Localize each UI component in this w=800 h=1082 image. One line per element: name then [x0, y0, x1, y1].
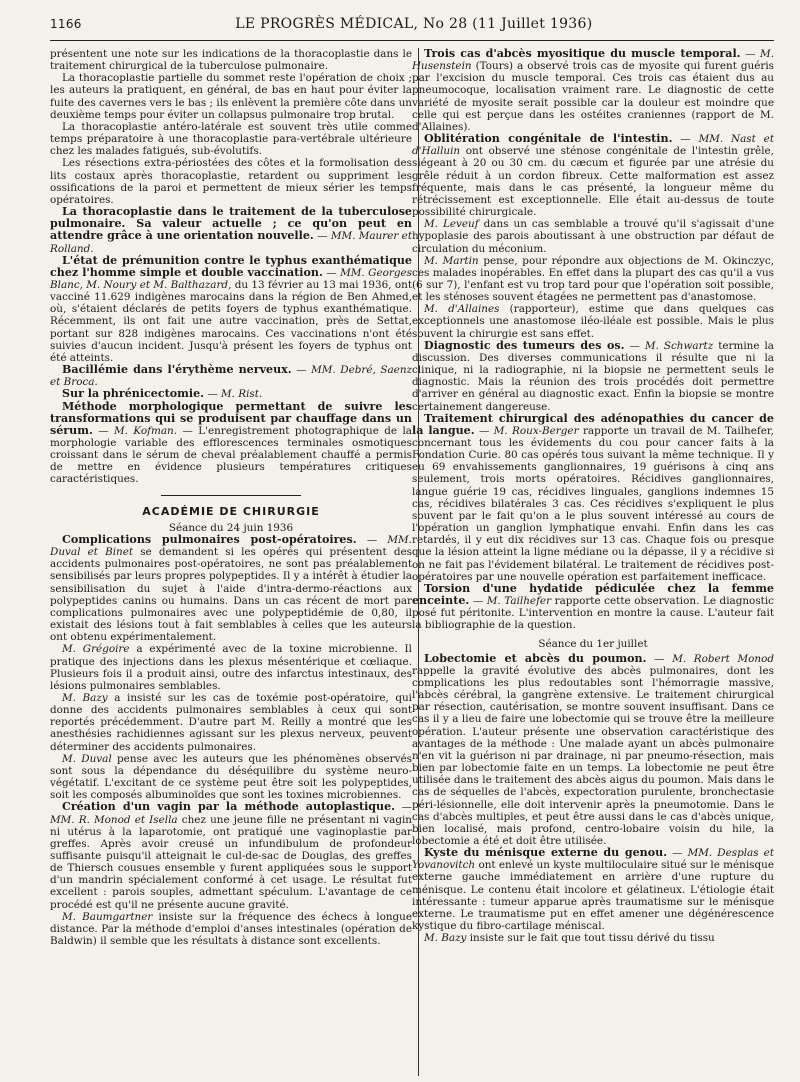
- article-text: (Tours) a observé trois cas de myosite qui furent guéris par l'excision du muscle temporal. Ces trois cas étaient dus au pneumocoque, localisation vraiment rare. Le diagnostic de cette variété de myosite serait possible car la douleur est moindre que celle qui est perçue dans les ostéites craniennes (rapport de M. d'Allaines).: [412, 60, 774, 133]
- article-text: rapporte cette observation. Le diagnostic posé fut péritonite. L'intervention en montre la cause. L'auteur fait la bibliographie de la question.: [412, 595, 774, 632]
- article: [50, 911, 412, 947]
- article-title: Création d'un vagin par la méthode autoplastique.: [62, 800, 396, 814]
- article: [412, 303, 774, 339]
- article-text: ont observé une sténose congénitale de l'intestin grêle, siégeant à 20 ou 30 cm. du cæcum et figurée par une atrésie du grêle réduit à un cordon fibreux. Cette malformation est assez fréquente, mais dans le cas présenté, la longueur même du rétrécissement est exceptionnelle. Elle était au-dessus de toute possibilité chirurgicale.: [412, 145, 774, 219]
- article-text: a expérimenté avec de la toxine microbienne. Il pratique des injections dans les plexus mésentérique et cœliaque. Plusieurs fois il a produit ainsi, outre des infarctus intestinaux, des lésions pulmonaires semblables.: [50, 643, 412, 692]
- left-column: [50, 48, 412, 1076]
- article-title: L'état de prémunition contre le typhus exanthématique chez l'homme simple et double vaccination.: [50, 253, 412, 279]
- article-title: Complications pulmonaires post-opératoires.: [62, 532, 357, 546]
- article-text: a insisté sur les cas de toxémie post-opératoire, qui donne des accidents pulmonaires semblables à ceux qui sont reportés précédemment. D'autre part M. Reilly a montré que les anesthésies rachidiennes agissant sur les plexus nerveux, peuvent déterminer des accidents pulmonaires.: [50, 691, 412, 753]
- article-text: — L'enregistrement photographique de la morphologie variable des efflorescences terminales osmotiques croissant dans le sérum de cheval préalablement chauffé a permis de mettre en évidence plusieurs températures critiques caractéristiques.: [50, 424, 412, 486]
- article: [50, 401, 412, 486]
- article: [412, 340, 774, 413]
- page-number: 1166: [50, 17, 82, 31]
- article-authors: — M. Tailhefer: [472, 595, 552, 608]
- header-rule: [50, 40, 774, 41]
- session-date: Séance du 24 juin 1936: [168, 521, 294, 534]
- article-text: pense avec les auteurs que les phénomènes observés sont sous la dépendance du déséquilibre du système neuro-végétatif. L'excitant de ce système peut être soit les polypeptides, soit les composés albuminoïdes que sont les toxines microbiennes.: [50, 752, 412, 802]
- article: [412, 583, 774, 632]
- article-authors: — MM. Desplas et Yovanovitch: [412, 847, 774, 872]
- article-authors: M. Martin: [424, 254, 479, 267]
- section-heading: ACADÉMIE DE CHIRURGIE: [142, 504, 320, 518]
- article-text: pense, pour répondre aux objections de M. Okinczyc, ces malades inopérables. En effet dans la plupart des cas qu'il a vus (6 sur 7), l'enfant est vu trop tard pour que l'opération soit possible, et les sténoses souvent étagées ne permettent pas d'anastomose.: [412, 254, 774, 304]
- article-title: Oblitération congénitale de l'intestin.: [424, 132, 673, 146]
- article-authors: — M. Robert Monod: [654, 652, 774, 665]
- article-authors: M. d'Allaines: [424, 303, 500, 316]
- article: [412, 133, 774, 218]
- article: [412, 932, 774, 944]
- article-authors: — MM. Duval et Binet: [50, 533, 412, 559]
- section-separator: [161, 495, 301, 496]
- paragraph: La thoracoplastie partielle du sommet reste l'opération de choix ; les auteurs la pratiquent, en général, de bas en haut pour éviter la fuite des cavernes vers le bas ; ils enlèvent la première côte dans un deuxième temps pour éviter un collapsus pulmonaire trop brutal.: [50, 72, 412, 121]
- article-title: Traitement chirurgical des adénopathies du cancer de la langue.: [412, 411, 774, 437]
- column-divider: [418, 48, 419, 1076]
- article-text: insiste sur le fait que tout tissu dérivé du tissu: [469, 932, 715, 945]
- article-title: Méthode morphologique permettant de suivre les transformations qui se produisent par chauffage dans un sérum.: [50, 399, 412, 437]
- article-text: ont enlevé un kyste multiloculaire situé sur le ménisque externe gauche immédiatement en arrière d'une rupture du ménisque. Le contenu était incolore et gélatineux. L'étiologie était intéressante : tumeur apparue après traumatisme sur le ménisque externe. Le traumatisme put en effet amener une dégénérescence kystique du fibro-cartilage méniscal.: [412, 859, 774, 933]
- article-text: chez une jeune fille ne présentant ni vagin ni utérus à la laparotomie, ont pratiqué une vaginoplastie par greffes. Après avoir creusé un infundibulum de profondeur suffisante puisqu'il atteignait le cul-de-sac de Douglas, des greffes de Thiersch cousues ensemble y furent appliquées sous le support d'un mandrin spécialement conformé à cet usage. Le résultat fut excellent : parois souples, admettant spéculum. L'avantage de ce procédé est qu'il ne présente aucune gravité.: [50, 813, 412, 911]
- article: [412, 653, 774, 848]
- article-authors: M. Duval: [62, 752, 112, 765]
- article: [412, 218, 774, 254]
- article: [412, 847, 774, 932]
- article-text: termine la discussion. Des diverses communications il résulte que ni la clinique, ni la radiographie, ni la biopsie ne permettent seuls le diagnostic. Mais la réunion des trois procédés doit permettre d'arriver en général au diagnostic exact. Enfin la biopsie se montre certainement dangereuse.: [412, 339, 774, 413]
- article-text: du 13 février au 13 mai 1936, ont vacciné 11.629 indigènes marocains dans la région de Ben Ahmed, où, s'étaient déclarés de petits foyers de typhus exanthématique. Récemment, ils ont fait une autre vaccination, près de Settat, portant sur 828 indigènes marocains. Ces vaccinations n'ont été suivies d'aucun incident. Jusqu'à présent les foyers de typhus ont été atteints.: [50, 278, 412, 364]
- article: [50, 255, 412, 364]
- right-column: [412, 48, 774, 1076]
- article-text: dans un cas semblable a trouvé qu'il s'agissait d'une hypoplasie des parois aboutissant à une obstruction par défaut de circulation du méconium.: [412, 218, 774, 255]
- article-authors: — MM. Georges Blanc, M. Noury et M. Balthazard,: [50, 266, 412, 291]
- paragraph: La thoracoplastie antéro-latérale est souvent très utile comme temps préparatoire à une thoracoplastie para-vertébrale ultérieure chez les malades fatigués, sub-évolutifs.: [50, 120, 412, 158]
- article-authors: — M. Husenstein: [412, 48, 774, 73]
- article-title: Trois cas d'abcès myositique du muscle temporal.: [424, 48, 741, 60]
- article-authors: — MM. R. Monod et Isella: [50, 801, 412, 826]
- article-authors: — M. Schwartz: [629, 339, 714, 352]
- article-authors: — M. Kofman.: [98, 424, 178, 437]
- article-authors: — MM. Nast et d'Halluin: [412, 133, 774, 158]
- article-text: rapporte un travail de M. Tailhefer, concernant tous les évidements du cou pour cancer faits à la Fondation Curie. 80 cas opérés tous suivant la même technique. Il y eu 69 envahissements ganglionnaires, 19 guérisons à cinq ans seulement, trois morts opératoires. Récidives ganglionnaires, langue guérie 19 cas, récidives linguales, ganglions indemnes 15 cas, récidives bilatérales 3 cas. Ces récidives s'expliquent le plus souvent par le fait qu'on a le plus souvent intéressé au cours de l'opération un ganglion lymphatique envahi. Enfin dans les cas retardés, il y eut dix récidives sur 13 cas. Chaque fois ou presque que la lésion atteint la ligne médiane ou la dépasse, il y a récidive si on ne fait pas l'évidement bilatéral. Le traitement de récidives post-opératoires par une nouvelle opération est parfaitement inefficace.: [412, 424, 774, 583]
- article-title: La thoracoplastie dans le traitement de la tuberculose pulmonaire. Sa valeur actuelle ; ce qu'on peut en attendre grâce à une orientation nouvelle.: [50, 205, 412, 243]
- article-title: Lobectomie et abcès du poumon.: [424, 651, 647, 665]
- journal-title: LE PROGRÈS MÉDICAL, No 28 (11 Juillet 1936): [235, 16, 593, 32]
- article: [50, 692, 412, 753]
- article-authors: M. Bazy: [424, 932, 467, 945]
- article-title: Sur la phrénicectomie.: [62, 387, 205, 401]
- paragraph: présentent une note sur les indications de la thoracoplastie dans le traitement chirurgical de la tuberculose pulmonaire.: [50, 48, 412, 73]
- article-authors: M. Baumgartner: [62, 910, 153, 923]
- article-title: Kyste du ménisque externe du genou.: [424, 846, 668, 860]
- article-authors: M. Grégoire: [62, 643, 130, 656]
- article-text: (rapporteur), estime que dans quelques cas exceptionnels une anastomose iléo-iléale est possible. Mais le plus souvent la chirurgie est sans effet.: [412, 303, 774, 340]
- article-authors: — M. Rist.: [207, 388, 263, 401]
- article-text: se demandent si les opérés qui présentent des accidents pulmonaires post-opératoires, ne sont pas préalablement sensibilisés par leurs propres polypeptides. Il y a intérêt à étudier la sensibilisation du sujet à l'aide d'intra-dermo-réactions aux polypeptides canins ou humains. Dans un cas récent de mort par complications pulmonaires avec une polypeptidémie de 0,80, il existait des lésions tout à fait semblables à celles que les auteurs ont obtenu expérimentalement.: [50, 546, 412, 644]
- article: [50, 753, 412, 802]
- article-authors: M. Bazy: [62, 691, 108, 704]
- article-title: Bacillémie dans l'érythème nerveux.: [62, 363, 292, 377]
- article: [50, 801, 412, 910]
- columns: [50, 48, 774, 1076]
- article-authors: — MM. Debré, Saenz et Broca.: [50, 364, 412, 389]
- session-date: Séance du 1er juillet: [538, 637, 648, 650]
- page-header: [50, 16, 774, 38]
- article: [412, 413, 774, 583]
- article: [412, 48, 774, 133]
- article: [50, 364, 412, 388]
- article: [50, 643, 412, 692]
- article-authors: — MM. Maurer et Rolland.: [50, 230, 412, 255]
- article-text: rappelle la gravité évolutive des abcès pulmonaires, dont les complications les plus redoutables sont l'hémorragie massive, l'abcès cérébral, la gangrène extensive. Le traitement chirurgical par résection, cautérisation, se montre souvent insuffisant. Dans ce cas il y a lieu de faire une lobectomie qui se trouve être la meilleure opération. L'auteur présente une observation caractéristique des avantages de la méthode : Une malade ayant un abcès pulmonaire n'en vit la guérison ni par drainage, ni par pneumo-résection, mais bien par lobectomie faite en un temps. La lobectomie ne peut être utilisée dans le traitement des abcès aigus du poumon. Mais dans le cas de séquelles de l'abcès, expectoration purulente, bronchectasie péri-lésionnelle, elle doit intervenir après la pneumotomie. Dans le cas d'abcès multiples, et peut être aussi dans le cas d'abcès unique, bien localisé, mais profond, centro-lobaire voisin du hile, la lobectomie a été et doit être utilisée.: [412, 664, 774, 847]
- article: [50, 534, 412, 643]
- article-authors: M. Leveuf: [424, 218, 479, 231]
- article-text: insiste sur la fréquence des échecs à longue distance. Par la méthode d'emploi d'anses intestinales (opération de Baldwin) il semble que les résultats à distance sont excellents.: [50, 910, 412, 948]
- article: [50, 206, 412, 255]
- paragraph: Les résections extra-périostées des côtes et la formolisation des lits costaux après thoracoplastie, retardent ou suppriment les ossifications de la paroi et permettent de mieux sérier les temps opératoires.: [50, 157, 412, 206]
- article-authors: — M. Roux-Berger: [478, 424, 579, 437]
- article: [412, 255, 774, 304]
- article-title: Diagnostic des tumeurs des os.: [424, 338, 625, 352]
- article-title: Torsion d'une hydatide pédiculée chez la femme enceinte.: [412, 581, 774, 608]
